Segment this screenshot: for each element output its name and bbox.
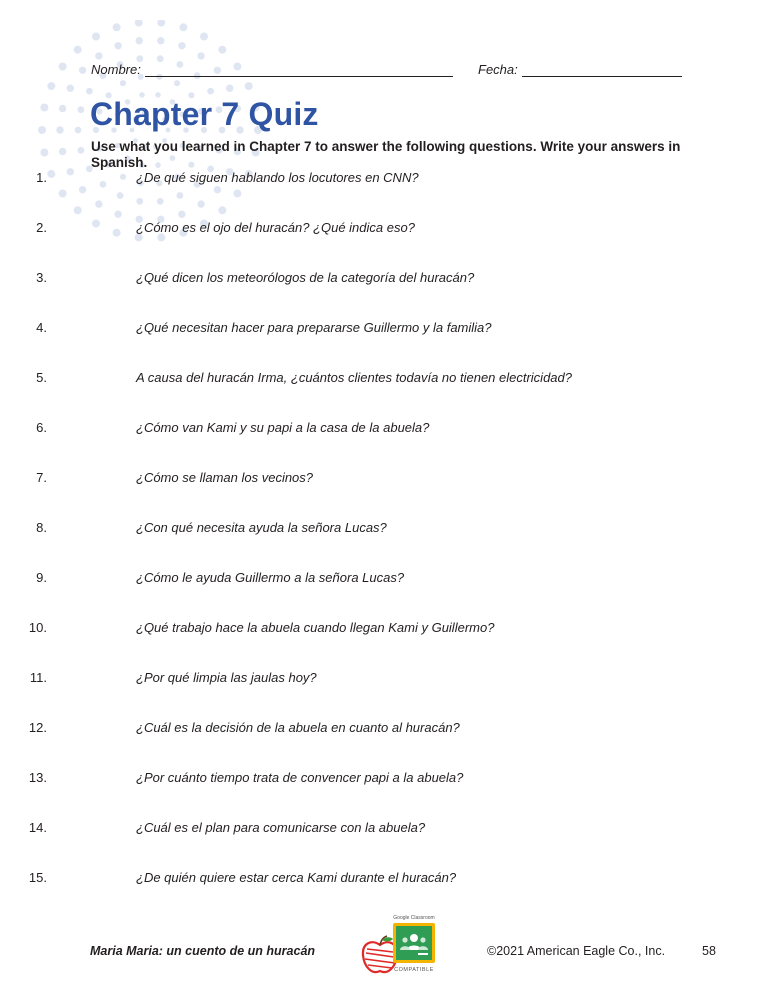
book-title: Maria Maria: un cuento de un huracán — [90, 944, 316, 958]
footer — [0, 915, 773, 985]
instructions: Use what you learned in Chapter 7 to answer the following questions. Write your answers in Spanish. — [91, 139, 681, 170]
question-text: ¿De quién quiere estar cerca Kami durante el huracán? — [136, 870, 457, 885]
question-text: ¿Por cuánto tiempo trata de convencer papi a la abuela? — [136, 770, 464, 785]
question-text: ¿Qué trabajo hace la abuela cuando llegan Kami y Guillermo? — [136, 620, 495, 635]
question-text: ¿Cómo se llaman los vecinos? — [136, 470, 314, 485]
question-item — [0, 820, 700, 840]
question-number: 8. — [36, 520, 47, 535]
date-field[interactable] — [522, 75, 682, 77]
question-number: 2. — [36, 220, 47, 235]
badge-top-text: Google Classroom — [393, 915, 435, 921]
question-number: 10. — [28, 620, 47, 635]
question-number: 14. — [28, 820, 47, 835]
question-text: ¿Cuál es la decisión de la abuela en cuanto al huracán? — [136, 720, 460, 735]
page-title: Chapter 7 Quiz — [90, 96, 319, 132]
question-item — [0, 570, 700, 590]
question-item — [0, 620, 700, 640]
question-item — [0, 320, 700, 340]
student-info-row — [91, 62, 691, 82]
question-text: ¿Qué dicen los meteorólogos de la categoría del huracán? — [136, 270, 475, 285]
question-item — [0, 670, 700, 690]
question-number: 5. — [36, 370, 47, 385]
question-text: ¿Cómo van Kami y su papi a la casa de la abuela? — [136, 420, 430, 435]
question-item — [0, 270, 700, 290]
question-number: 15. — [28, 870, 47, 885]
question-text: ¿Cómo es el ojo del huracán? ¿Qué indica eso? — [136, 220, 415, 235]
badge-bottom-text: COMPATIBLE — [394, 967, 434, 973]
question-number: 6. — [36, 420, 47, 435]
google-classroom-badge — [390, 915, 438, 977]
question-number: 7. — [36, 470, 47, 485]
question-text: ¿Cómo le ayuda Guillermo a la señora Lucas? — [136, 570, 405, 585]
question-number: 11. — [29, 670, 47, 685]
question-number: 12. — [28, 720, 47, 735]
question-item — [0, 770, 700, 790]
question-item — [0, 470, 700, 490]
question-text: ¿De qué siguen hablando los locutores en CNN? — [136, 170, 419, 185]
question-text: ¿Cuál es el plan para comunicarse con la abuela? — [136, 820, 426, 835]
question-text: ¿Qué necesitan hacer para prepararse Guillermo y la familia? — [136, 320, 492, 335]
page-number: 58 — [702, 944, 716, 958]
question-item — [0, 420, 700, 440]
question-number: 9. — [36, 570, 47, 585]
date-label: Fecha: — [478, 62, 518, 77]
question-text: A causa del huracán Irma, ¿cuántos clientes todavía no tienen electricidad? — [136, 370, 572, 385]
question-item — [0, 520, 700, 540]
question-number: 4. — [36, 320, 47, 335]
question-item — [0, 170, 700, 190]
question-item — [0, 720, 700, 740]
question-text: ¿Por qué limpia las jaulas hoy? — [136, 670, 317, 685]
people-icon — [396, 926, 432, 960]
name-field[interactable] — [145, 75, 453, 77]
question-number: 3. — [36, 270, 47, 285]
question-item — [0, 220, 700, 240]
question-number: 13. — [28, 770, 47, 785]
name-label: Nombre: — [91, 62, 141, 77]
question-item — [0, 370, 700, 390]
question-item — [0, 870, 700, 890]
copyright: ©2021 American Eagle Co., Inc. — [487, 944, 666, 958]
question-text: ¿Con qué necesita ayuda la señora Lucas? — [136, 520, 387, 535]
question-number: 1. — [36, 170, 47, 185]
classroom-board-icon — [393, 923, 435, 963]
